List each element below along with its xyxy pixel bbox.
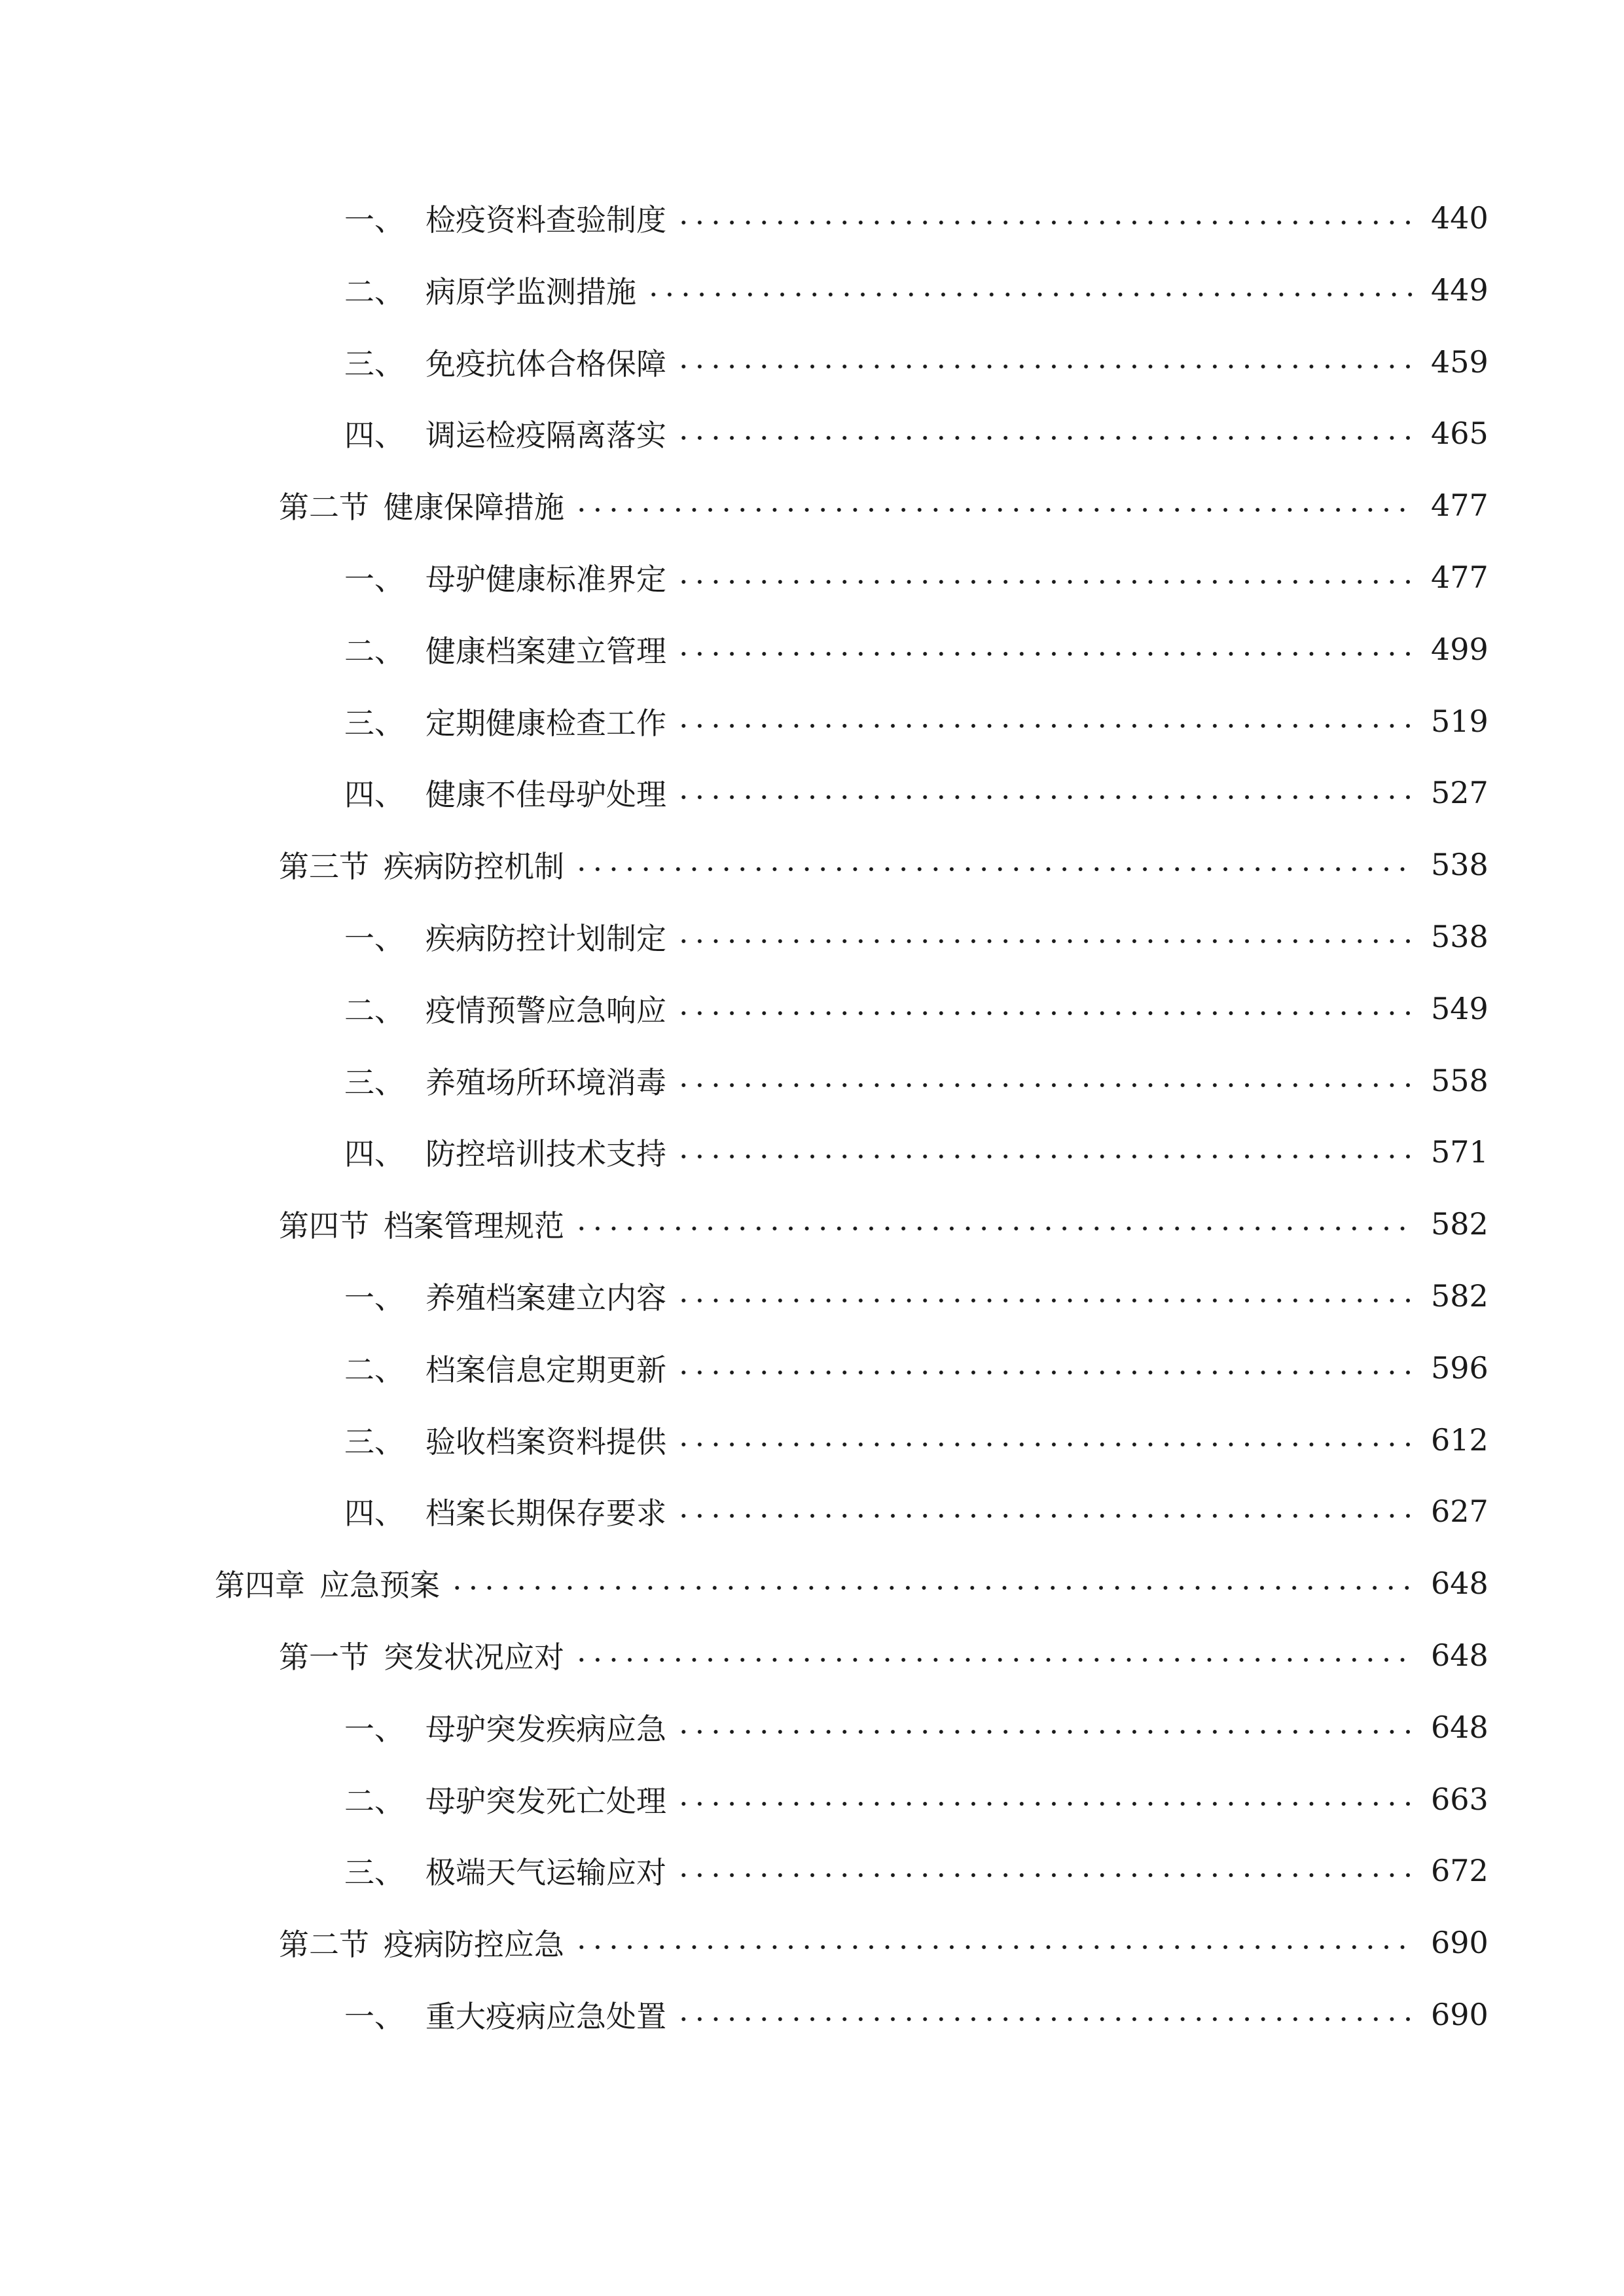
toc-entry-page-number: 690: [1431, 1997, 1489, 2032]
toc-entry-item[interactable]: [344, 982, 1489, 1035]
dot-leader: [676, 1081, 1414, 1090]
toc-entry-title: 防控培训技术支持: [425, 1136, 666, 1172]
dot-leader: [573, 505, 1414, 514]
toc-entry-item[interactable]: [344, 910, 1489, 963]
toc-entry-number: 第二节: [279, 1927, 369, 1962]
toc-entry-number: 一、: [344, 1712, 405, 1747]
toc-entry-page-number: 440: [1431, 200, 1489, 236]
toc-entry-page-number: 582: [1431, 1278, 1489, 1314]
toc-entry-page-number: 459: [1431, 344, 1489, 380]
toc-entry-number: 第四章: [215, 1568, 305, 1603]
toc-entry-item[interactable]: [344, 551, 1489, 603]
dot-leader: [676, 362, 1414, 371]
toc-entry-number: 二、: [344, 274, 405, 310]
toc-entry-item[interactable]: [344, 623, 1489, 675]
toc-entry-number: 二、: [344, 634, 405, 669]
toc-entry-title: 重大疫病应急处置: [425, 1999, 666, 2034]
toc-entry-title: 健康档案建立管理: [425, 634, 666, 669]
toc-entry-item[interactable]: [344, 1054, 1489, 1107]
toc-entry-title: 档案信息定期更新: [425, 1352, 666, 1388]
toc-entry-item[interactable]: [344, 1270, 1489, 1322]
toc-entry-number: 三、: [344, 346, 405, 382]
dot-leader: [676, 649, 1414, 658]
toc-entry-page-number: 648: [1431, 1638, 1489, 1673]
dot-leader: [676, 1440, 1414, 1449]
toc-entry-title: 突发状况应对: [384, 1640, 564, 1675]
toc-entry-title: 检疫资料查验制度: [425, 202, 666, 238]
toc-entry-number: 一、: [344, 1999, 405, 2034]
toc-entry-page-number: 538: [1431, 847, 1489, 882]
toc-entry-title: 养殖场所环境消毒: [425, 1065, 666, 1100]
dot-leader: [573, 1224, 1414, 1233]
dot-leader: [676, 1727, 1414, 1736]
toc-entry-number: 四、: [344, 1496, 405, 1531]
toc-entry-number: 三、: [344, 1065, 405, 1100]
toc-entry-title: 应急预案: [319, 1568, 440, 1603]
toc-entry-title: 疾病防控机制: [384, 849, 564, 884]
toc-entry-page-number: 596: [1431, 1350, 1489, 1386]
toc-entry-page-number: 549: [1431, 991, 1489, 1026]
toc-entry-page-number: 648: [1431, 1566, 1489, 1601]
toc-entry-section[interactable]: [279, 838, 1489, 891]
toc-entry-number: 二、: [344, 1352, 405, 1388]
toc-entry-title: 健康保障措施: [384, 490, 564, 525]
toc-entry-page-number: 627: [1431, 1494, 1489, 1529]
toc-entry-item[interactable]: [344, 407, 1489, 459]
toc-entry-item[interactable]: [344, 1126, 1489, 1178]
toc-entry-item[interactable]: [344, 695, 1489, 747]
toc-entry-page-number: 663: [1431, 1782, 1489, 1817]
toc-entry-title: 母驴突发死亡处理: [425, 1784, 666, 1819]
toc-entry-title: 验收档案资料提供: [425, 1424, 666, 1460]
toc-entry-number: 四、: [344, 777, 405, 812]
toc-entry-page-number: 612: [1431, 1422, 1489, 1458]
toc-entry-item[interactable]: [344, 1414, 1489, 1466]
toc-entry-number: 三、: [344, 1855, 405, 1890]
toc-entry-section[interactable]: [279, 479, 1489, 531]
toc-entry-number: 三、: [344, 1424, 405, 1460]
toc-entry-page-number: 465: [1431, 416, 1489, 451]
dot-leader: [676, 1296, 1414, 1305]
toc-entry-chapter[interactable]: [215, 1557, 1489, 1609]
toc-entry-number: 第四节: [279, 1208, 369, 1244]
dot-leader: [676, 2015, 1414, 2024]
dot-leader: [676, 721, 1414, 730]
toc-entry-page-number: 477: [1431, 488, 1489, 523]
toc-entry-number: 三、: [344, 706, 405, 741]
toc-entry-title: 调运检疫隔离落实: [425, 418, 666, 453]
toc-entry-page-number: 558: [1431, 1063, 1489, 1098]
toc-entry-item[interactable]: [344, 264, 1489, 316]
dot-leader: [449, 1583, 1414, 1592]
toc-entry-item[interactable]: [344, 1988, 1489, 2041]
toc-entry-title: 健康不佳母驴处理: [425, 777, 666, 812]
toc-entry-title: 母驴突发疾病应急: [425, 1712, 666, 1747]
dot-leader: [676, 1511, 1414, 1520]
toc-entry-title: 疾病防控计划制定: [425, 921, 666, 956]
toc-entry-number: 一、: [344, 562, 405, 597]
toc-entry-number: 第三节: [279, 849, 369, 884]
toc-entry-item[interactable]: [344, 1773, 1489, 1825]
toc-entry-page-number: 449: [1431, 272, 1489, 308]
dot-leader: [676, 793, 1414, 802]
toc-entry-title: 免疫抗体合格保障: [425, 346, 666, 382]
toc-entry-title: 疫病防控应急: [384, 1927, 564, 1962]
toc-entry-section[interactable]: [279, 1629, 1489, 1681]
toc-entry-page-number: 582: [1431, 1206, 1489, 1242]
toc-entry-item[interactable]: [344, 192, 1489, 244]
dot-leader: [573, 1943, 1414, 1952]
toc-entry-number: 一、: [344, 921, 405, 956]
toc-entry-item[interactable]: [344, 1701, 1489, 1753]
toc-entry-item[interactable]: [344, 1342, 1489, 1394]
dot-leader: [676, 1799, 1414, 1808]
toc-entry-item[interactable]: [344, 1485, 1489, 1537]
dot-leader: [676, 577, 1414, 586]
toc-entry-page-number: 571: [1431, 1134, 1489, 1170]
toc-entry-title: 疫情预警应急响应: [425, 993, 666, 1028]
toc-entry-item[interactable]: [344, 336, 1489, 388]
toc-entry-number: 四、: [344, 418, 405, 453]
dot-leader: [676, 218, 1414, 227]
toc-entry-section[interactable]: [279, 1916, 1489, 1969]
toc-entry-item[interactable]: [344, 1844, 1489, 1897]
dot-leader: [676, 937, 1414, 946]
toc-entry-section[interactable]: [279, 1198, 1489, 1250]
toc-entry-page-number: 519: [1431, 704, 1489, 739]
toc-entry-number: 一、: [344, 202, 405, 238]
toc-entry-page-number: 477: [1431, 560, 1489, 595]
dot-leader: [676, 1368, 1414, 1377]
toc-entry-title: 定期健康检查工作: [425, 706, 666, 741]
toc-entry-number: 第二节: [279, 490, 369, 525]
dot-leader: [676, 1152, 1414, 1161]
toc-entry-number: 一、: [344, 1280, 405, 1316]
toc-entry-number: 第一节: [279, 1640, 369, 1675]
toc-entry-title: 母驴健康标准界定: [425, 562, 666, 597]
dot-leader: [573, 1655, 1414, 1664]
toc-entry-number: 二、: [344, 1784, 405, 1819]
toc-entry-title: 病原学监测措施: [425, 274, 636, 310]
toc-entry-page-number: 538: [1431, 919, 1489, 954]
toc-entry-page-number: 690: [1431, 1925, 1489, 1960]
toc-entry-item[interactable]: [344, 766, 1489, 819]
dot-leader: [676, 1009, 1414, 1018]
toc-entry-page-number: 527: [1431, 775, 1489, 810]
toc-entry-title: 极端天气运输应对: [425, 1855, 666, 1890]
dot-leader: [676, 433, 1414, 442]
toc-entry-page-number: 672: [1431, 1853, 1489, 1888]
toc-entry-page-number: 499: [1431, 632, 1489, 667]
dot-leader: [573, 865, 1414, 874]
toc-entry-page-number: 648: [1431, 1710, 1489, 1745]
dot-leader: [676, 1871, 1414, 1880]
toc-entry-title: 档案长期保存要求: [425, 1496, 666, 1531]
toc-entry-number: 四、: [344, 1136, 405, 1172]
toc-entry-title: 养殖档案建立内容: [425, 1280, 666, 1316]
toc-entry-number: 二、: [344, 993, 405, 1028]
toc-entry-title: 档案管理规范: [384, 1208, 564, 1244]
dot-leader: [645, 290, 1414, 299]
